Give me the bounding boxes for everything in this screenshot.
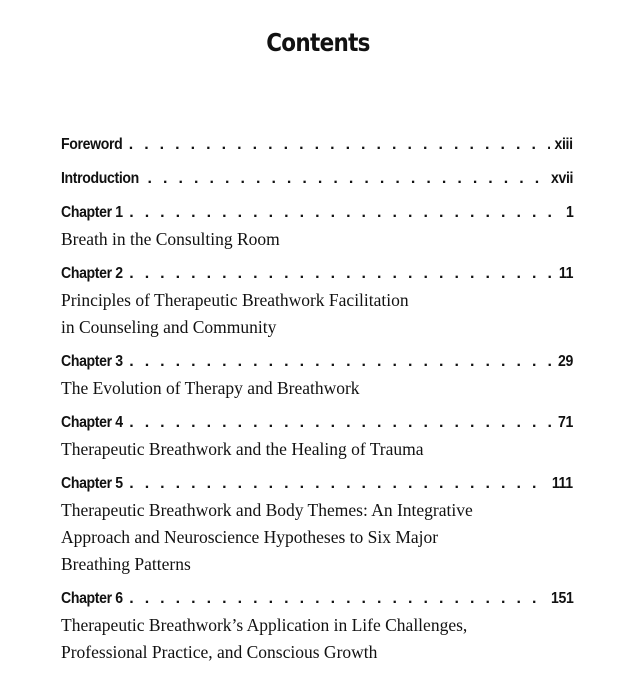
toc-entry-chapter-1[interactable] [61,199,573,253]
toc-entry-subtitle: in Counseling and Community [61,317,277,337]
toc-entry-chapter-3[interactable] [61,348,573,402]
toc-entry-chapter-4[interactable] [61,409,573,463]
toc-entry-heading[interactable] [61,165,573,192]
toc-entry-subtitle: Breathing Patterns [61,554,191,574]
toc-entry-subtitle: Principles of Therapeutic Breathwork Facilitation [61,290,409,310]
toc-entry-chapter-6[interactable] [61,585,573,666]
dot-leader [129,470,547,497]
page-title: Contents [266,28,370,57]
toc-entry-subtitle: Professional Practice, and Conscious Growth [61,642,378,662]
toc-entry-foreword[interactable] [61,131,573,158]
toc-entry-heading[interactable] [61,348,573,375]
toc-entry-page-number: 111 [552,475,573,492]
table-of-contents [61,131,573,666]
toc-entry-heading[interactable] [61,409,573,436]
toc-entry-subtitle: Therapeutic Breathwork’s Application in Life Challenges, [61,615,468,635]
toc-entry-label: Chapter 3 [61,353,123,370]
toc-entry-chapter-5[interactable] [61,470,573,578]
dot-leader [129,585,545,612]
toc-entry-heading[interactable] [61,199,573,226]
toc-entry-label: Foreword [61,136,123,153]
toc-entry-page-number: 1 [565,204,573,221]
toc-entry-subtitle: Approach and Neuroscience Hypotheses to Six Major [61,527,439,547]
toc-entry-page-number: xvii [550,170,573,187]
toc-entry-chapter-2[interactable] [61,260,573,341]
toc-entry-subtitle: Therapeutic Breathwork and Body Themes: An Integrative [61,500,473,520]
dot-leader [129,199,562,226]
dot-leader [129,409,554,436]
toc-entry-heading[interactable] [61,131,573,158]
dot-leader [129,348,554,375]
toc-entry-page-number: 71 [558,414,573,431]
toc-entry-heading[interactable] [61,260,573,287]
toc-entry-subtitle: Breath in the Consulting Room [61,229,280,249]
toc-entry-heading[interactable] [61,470,573,497]
toc-entry-page-number: 11 [558,265,573,282]
toc-entry-subtitle: The Evolution of Therapy and Breathwork [61,378,360,398]
toc-entry-subtitle: Therapeutic Breathwork and the Healing of Trauma [61,439,424,459]
toc-entry-page-number: 29 [558,353,573,370]
toc-entry-label: Chapter 4 [61,414,123,431]
dot-leader [129,260,555,287]
toc-entry-label: Chapter 6 [61,590,123,607]
toc-entry-heading[interactable] [61,585,573,612]
toc-entry-label: Chapter 5 [61,475,123,492]
toc-entry-label: Chapter 2 [61,265,123,282]
toc-entry-label: Chapter 1 [61,204,123,221]
dot-leader [129,131,551,158]
toc-entry-page-number: 151 [550,590,573,607]
toc-entry-introduction[interactable] [61,165,573,192]
toc-entry-label: Introduction [61,170,139,187]
toc-entry-page-number: xiii [554,136,573,153]
dot-leader [148,165,546,192]
